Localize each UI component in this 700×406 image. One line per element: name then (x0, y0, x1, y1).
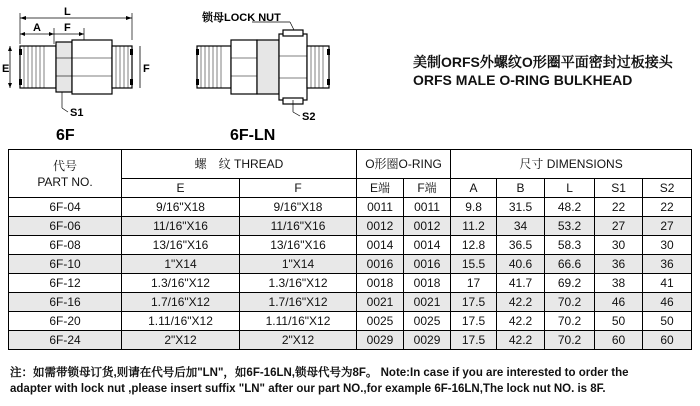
note-line-1: 注：如需带锁母订货,则请在代号后加"LN"，如6F-16LN,锁母代号为8F。 Note:In case if you are interested to order the (10, 367, 629, 379)
cell-a: 17.5 (451, 331, 497, 350)
header-e-end: E端 (357, 179, 404, 198)
header-s2: S2 (643, 179, 692, 198)
cell-s2: 50 (643, 312, 692, 331)
cell-s1: 22 (595, 198, 643, 217)
dim-label-l: L (64, 6, 71, 18)
cell-part: 6F-04 (9, 198, 122, 217)
cell-part: 6F-16 (9, 293, 122, 312)
cell-b: 42.2 (497, 331, 545, 350)
cell-f: 2"X12 (240, 331, 357, 350)
table-row (9, 312, 692, 331)
order-note (10, 365, 694, 397)
cell-part: 6F-12 (9, 274, 122, 293)
table-row (9, 198, 692, 217)
cell-f: 9/16"X18 (240, 198, 357, 217)
dim-label-s2: S2 (302, 111, 316, 123)
cell-l: 70.2 (545, 331, 595, 350)
header-b: B (497, 179, 545, 198)
dim-label-f-right: F (143, 63, 150, 75)
cell-l: 48.2 (545, 198, 595, 217)
spec-table (8, 149, 692, 350)
cell-s1: 30 (595, 236, 643, 255)
cell-s2: 41 (643, 274, 692, 293)
cell-b: 42.2 (497, 312, 545, 331)
header-thread: 螺 纹 THREAD (122, 150, 357, 179)
cell-a: 11.2 (451, 217, 497, 236)
cell-e: 2"X12 (122, 331, 240, 350)
cell-s2: 22 (643, 198, 692, 217)
table-row (9, 255, 692, 274)
cell-l: 70.2 (545, 312, 595, 331)
table-row (9, 331, 692, 350)
cell-oring-e: 0016 (357, 255, 404, 274)
cell-s1: 50 (595, 312, 643, 331)
table-row (9, 236, 692, 255)
cell-s2: 60 (643, 331, 692, 350)
table-row (9, 274, 692, 293)
cell-s1: 60 (595, 331, 643, 350)
title-chinese: 美制ORFS外螺纹O形圈平面密封过板接头 (413, 54, 673, 70)
cell-l: 70.2 (545, 293, 595, 312)
cell-s2: 36 (643, 255, 692, 274)
cell-s2: 30 (643, 236, 692, 255)
cell-e: 1"X14 (122, 255, 240, 274)
cell-a: 17 (451, 274, 497, 293)
cell-f: 11/16"X16 (240, 217, 357, 236)
header-part-no (9, 150, 122, 198)
header-f: F (240, 179, 357, 198)
cell-a: 12.8 (451, 236, 497, 255)
table-row (9, 217, 692, 236)
cell-oring-f: 0025 (404, 312, 451, 331)
header-f-end: F端 (404, 179, 451, 198)
cell-e: 1.11/16"X12 (122, 312, 240, 331)
cell-e: 1.7/16"X12 (122, 293, 240, 312)
header-e: E (122, 179, 240, 198)
cell-a: 15.5 (451, 255, 497, 274)
cell-part: 6F-06 (9, 217, 122, 236)
cell-e: 13/16"X16 (122, 236, 240, 255)
dim-label-f-top: F (64, 22, 71, 34)
cell-a: 17.5 (451, 312, 497, 331)
header-l: L (545, 179, 595, 198)
cell-oring-f: 0029 (404, 331, 451, 350)
table-row (9, 293, 692, 312)
cell-l: 69.2 (545, 274, 595, 293)
cell-l: 58.3 (545, 236, 595, 255)
cell-s1: 27 (595, 217, 643, 236)
cell-s1: 36 (595, 255, 643, 274)
cell-part: 6F-24 (9, 331, 122, 350)
cell-b: 34 (497, 217, 545, 236)
cell-s1: 46 (595, 293, 643, 312)
note-line-2: adapter with lock nut ,please insert suffix "LN" after our part NO.,for example 6F-16LN,The lock nut NO. is 8F. (10, 383, 606, 395)
cell-s2: 27 (643, 217, 692, 236)
cell-oring-f: 0014 (404, 236, 451, 255)
title-english: ORFS MALE O-RING BULKHEAD (413, 72, 633, 88)
cell-oring-f: 0021 (404, 293, 451, 312)
cell-b: 42.2 (497, 293, 545, 312)
cell-l: 66.6 (545, 255, 595, 274)
dim-label-a: A (33, 22, 41, 34)
cell-oring-e: 0021 (357, 293, 404, 312)
cell-e: 9/16"X18 (122, 198, 240, 217)
cell-b: 31.5 (497, 198, 545, 217)
cell-f: 1.7/16"X12 (240, 293, 357, 312)
cell-a: 9.8 (451, 198, 497, 217)
cell-b: 36.5 (497, 236, 545, 255)
model-label-6f-ln: 6F-LN (230, 127, 276, 144)
cell-oring-e: 0011 (357, 198, 404, 217)
cell-part: 6F-20 (9, 312, 122, 331)
model-label-6f: 6F (56, 127, 75, 144)
cell-oring-f: 0018 (404, 274, 451, 293)
header-code-cn: 代号 (52, 158, 77, 173)
cell-oring-e: 0014 (357, 236, 404, 255)
cell-oring-e: 0025 (357, 312, 404, 331)
cell-oring-f: 0016 (404, 255, 451, 274)
cell-s1: 38 (595, 274, 643, 293)
cell-f: 1.11/16"X12 (240, 312, 357, 331)
cell-a: 17.5 (451, 293, 497, 312)
drawing-6f (8, 13, 140, 112)
header-oring: O形圈O-RING (357, 150, 451, 179)
cell-oring-f: 0012 (404, 217, 451, 236)
cell-l: 53.2 (545, 217, 595, 236)
dim-label-s1: S1 (70, 107, 84, 119)
cell-e: 11/16"X16 (122, 217, 240, 236)
cell-oring-f: 0011 (404, 198, 451, 217)
cell-e: 1.3/16"X12 (122, 274, 240, 293)
drawing-6f-ln (196, 22, 330, 116)
dim-label-e: E (2, 63, 10, 75)
header-code-en: PART NO. (37, 174, 93, 189)
cell-oring-e: 0018 (357, 274, 404, 293)
cell-part: 6F-10 (9, 255, 122, 274)
cell-part: 6F-08 (9, 236, 122, 255)
header-a: A (451, 179, 497, 198)
header-s1: S1 (595, 179, 643, 198)
cell-b: 41.7 (497, 274, 545, 293)
lock-nut-label: 锁母LOCK NUT (202, 12, 281, 24)
cell-f: 1"X14 (240, 255, 357, 274)
cell-oring-e: 0012 (357, 217, 404, 236)
cell-f: 1.3/16"X12 (240, 274, 357, 293)
header-dimensions: 尺寸 DIMENSIONS (451, 150, 692, 179)
cell-oring-e: 0029 (357, 331, 404, 350)
cell-b: 40.6 (497, 255, 545, 274)
cell-s2: 46 (643, 293, 692, 312)
cell-f: 13/16"X16 (240, 236, 357, 255)
